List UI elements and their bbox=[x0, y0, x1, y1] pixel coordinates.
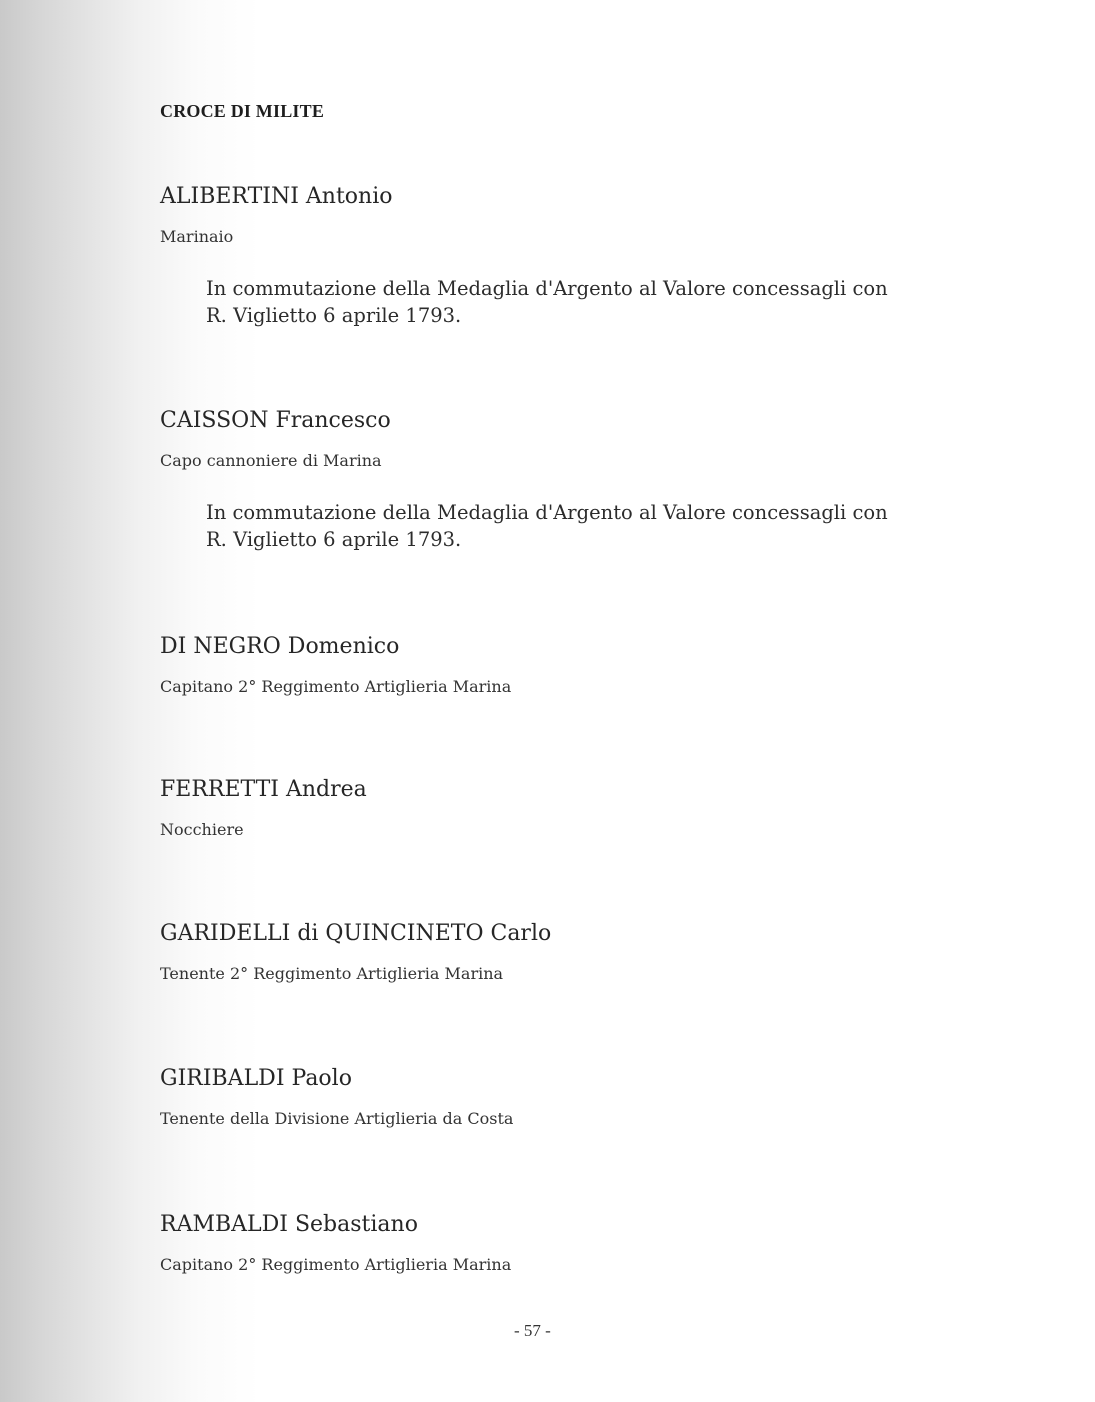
entry-note-line: In commutazione della Medaglia d'Argento al Valore concessagli con bbox=[206, 277, 888, 300]
entry-rank: Capitano 2° Reggimento Artiglieria Marina bbox=[160, 677, 512, 696]
entry-name: ALIBERTINI Antonio bbox=[160, 184, 393, 209]
entry-alibertini bbox=[160, 183, 1020, 329]
entry-rank: Capo cannoniere di Marina bbox=[160, 451, 382, 470]
entry-rank: Nocchiere bbox=[160, 820, 244, 839]
entry-caisson bbox=[160, 407, 1020, 553]
entry-giribaldi bbox=[160, 1065, 1020, 1129]
entry-name: RAMBALDI Sebastiano bbox=[160, 1212, 418, 1237]
entry-name: CAISSON Francesco bbox=[160, 408, 391, 433]
entry-rambaldi bbox=[160, 1211, 1020, 1275]
page-number: - 57 - bbox=[514, 1321, 551, 1340]
entry-garidelli bbox=[160, 920, 1020, 984]
entry-ferretti bbox=[160, 776, 1020, 840]
entry-rank: Marinaio bbox=[160, 227, 234, 246]
entry-di-negro bbox=[160, 633, 1020, 697]
entry-note bbox=[206, 275, 966, 329]
entry-name: FERRETTI Andrea bbox=[160, 777, 367, 802]
entry-rank: Capitano 2° Reggimento Artiglieria Marina bbox=[160, 1255, 512, 1274]
entry-name: GIRIBALDI Paolo bbox=[160, 1066, 352, 1091]
entry-rank: Tenente 2° Reggimento Artiglieria Marina bbox=[160, 964, 504, 983]
section-heading: CROCE DI MILITE bbox=[160, 101, 325, 121]
entry-note-line: In commutazione della Medaglia d'Argento al Valore concessagli con bbox=[206, 501, 888, 524]
entry-note-line: R. Viglietto 6 aprile 1793. bbox=[206, 528, 462, 551]
entry-note-line: R. Viglietto 6 aprile 1793. bbox=[206, 304, 462, 327]
entry-rank: Tenente della Divisione Artiglieria da Costa bbox=[160, 1109, 514, 1128]
entry-name: GARIDELLI di QUINCINETO Carlo bbox=[160, 921, 552, 946]
entry-note bbox=[206, 499, 966, 553]
entry-name: DI NEGRO Domenico bbox=[160, 634, 400, 659]
